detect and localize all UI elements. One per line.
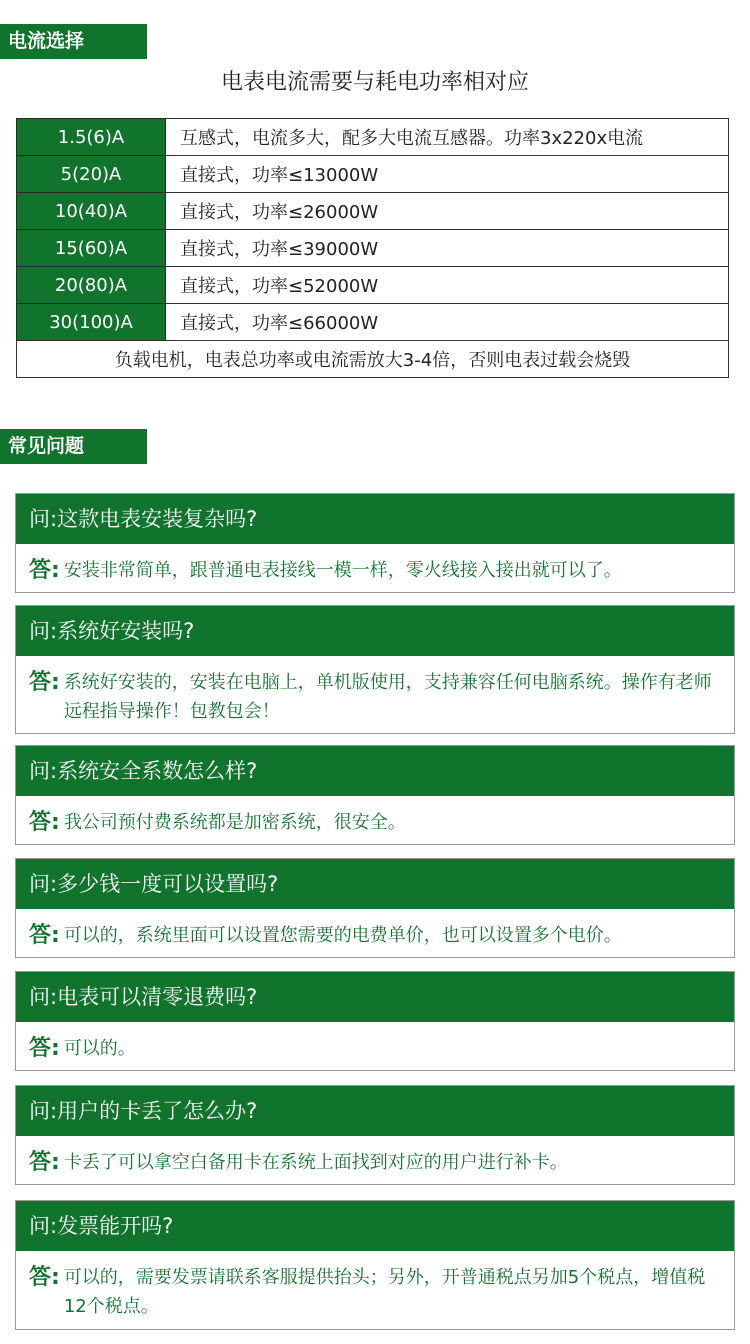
answer-text: 可以的，系统里面可以设置您需要的电费单价，也可以设置多个电价。: [63, 925, 622, 946]
answer-prefix: 答:: [29, 810, 60, 835]
faq-answer: [16, 544, 734, 585]
section-tag-current: 电流选择: [0, 24, 147, 59]
table-row: [17, 156, 729, 193]
faq-answer: [16, 656, 734, 726]
question-prefix: 问:: [29, 619, 58, 643]
question-text: 电表可以清零退费吗?: [57, 985, 258, 1009]
section-tag-faq: 常见问题: [0, 429, 147, 464]
faq-answer: [16, 796, 734, 837]
question-text: 多少钱一度可以设置吗?: [57, 872, 279, 896]
current-spec-table: [16, 118, 729, 378]
faq-item: [15, 745, 735, 845]
answer-text: 安装非常简单，跟普通电表接线一模一样，零火线接入接出就可以了。: [63, 560, 622, 581]
table-row: [17, 304, 729, 341]
current-rating: 20(80)A: [17, 267, 166, 304]
rating-description: 直接式，功率≤66000W: [166, 304, 729, 341]
question-text: 系统安全系数怎么样?: [57, 759, 258, 783]
question-prefix: 问:: [29, 759, 58, 783]
question-text: 系统好安装吗?: [57, 619, 195, 643]
page-subtitle: 电表电流需要与耗电功率相对应: [220, 70, 529, 95]
answer-prefix: 答:: [29, 1150, 60, 1175]
table-row: [17, 119, 729, 156]
faq-item: [15, 1200, 735, 1330]
table-row: [17, 267, 729, 304]
table-row: [17, 230, 729, 267]
rating-description: 直接式，功率≤39000W: [166, 230, 729, 267]
current-rating: 30(100)A: [17, 304, 166, 341]
question-text: 这款电表安装复杂吗?: [57, 507, 258, 531]
faq-answer: [16, 909, 734, 950]
question-prefix: 问:: [29, 985, 58, 1009]
answer-prefix: 答:: [29, 1265, 60, 1290]
rating-description: 互感式，电流多大，配多大电流互感器。功率3x220x电流: [166, 119, 729, 156]
question-text: 用户的卡丢了怎么办?: [57, 1099, 258, 1123]
rating-description: 直接式，功率≤26000W: [166, 193, 729, 230]
current-rating: 5(20)A: [17, 156, 166, 193]
answer-text: 卡丢了可以拿空白备用卡在系统上面找到对应的用户进行补卡。: [63, 1152, 568, 1173]
answer-text: 可以的，需要发票请联系客服提供抬头；另外，开普通税点另加5个税点，增值税12个税点。: [63, 1267, 706, 1317]
question-prefix: 问:: [29, 872, 58, 896]
answer-prefix: 答:: [29, 670, 60, 695]
question-text: 发票能开吗?: [57, 1214, 174, 1238]
answer-prefix: 答:: [29, 1036, 60, 1061]
answer-text: 可以的。: [63, 1038, 136, 1059]
question-prefix: 问:: [29, 1099, 58, 1123]
faq-item: [15, 971, 735, 1071]
faq-item: [15, 1085, 735, 1185]
answer-prefix: 答:: [29, 558, 60, 583]
answer-prefix: 答:: [29, 923, 60, 948]
table-note-row: [17, 341, 729, 378]
faq-question: [16, 972, 734, 1022]
rating-description: 直接式，功率≤13000W: [166, 156, 729, 193]
faq-question: [16, 746, 734, 796]
faq-question: [16, 1086, 734, 1136]
faq-answer: [16, 1022, 734, 1063]
faq-question: [16, 606, 734, 656]
current-rating: 10(40)A: [17, 193, 166, 230]
answer-text: 系统好安装的，安装在电脑上，单机版使用，支持兼容任何电脑系统。操作有老师远程指导操作！包教包会！: [63, 672, 712, 722]
current-rating: 1.5(6)A: [17, 119, 166, 156]
rating-description: 直接式，功率≤52000W: [166, 267, 729, 304]
faq-item: [15, 605, 735, 734]
question-prefix: 问:: [29, 507, 58, 531]
faq-item: [15, 493, 735, 593]
faq-question: [16, 494, 734, 544]
current-rating: 15(60)A: [17, 230, 166, 267]
faq-question: [16, 859, 734, 909]
faq-item: [15, 858, 735, 958]
faq-question: [16, 1201, 734, 1251]
table-row: [17, 193, 729, 230]
answer-text: 我公司预付费系统都是加密系统，很安全。: [63, 812, 406, 833]
faq-answer: [16, 1136, 734, 1177]
faq-answer: [16, 1251, 734, 1321]
load-motor-note: 负载电机，电表总功率或电流需放大3-4倍，否则电表过载会烧毁: [17, 341, 729, 378]
question-prefix: 问:: [29, 1214, 58, 1238]
